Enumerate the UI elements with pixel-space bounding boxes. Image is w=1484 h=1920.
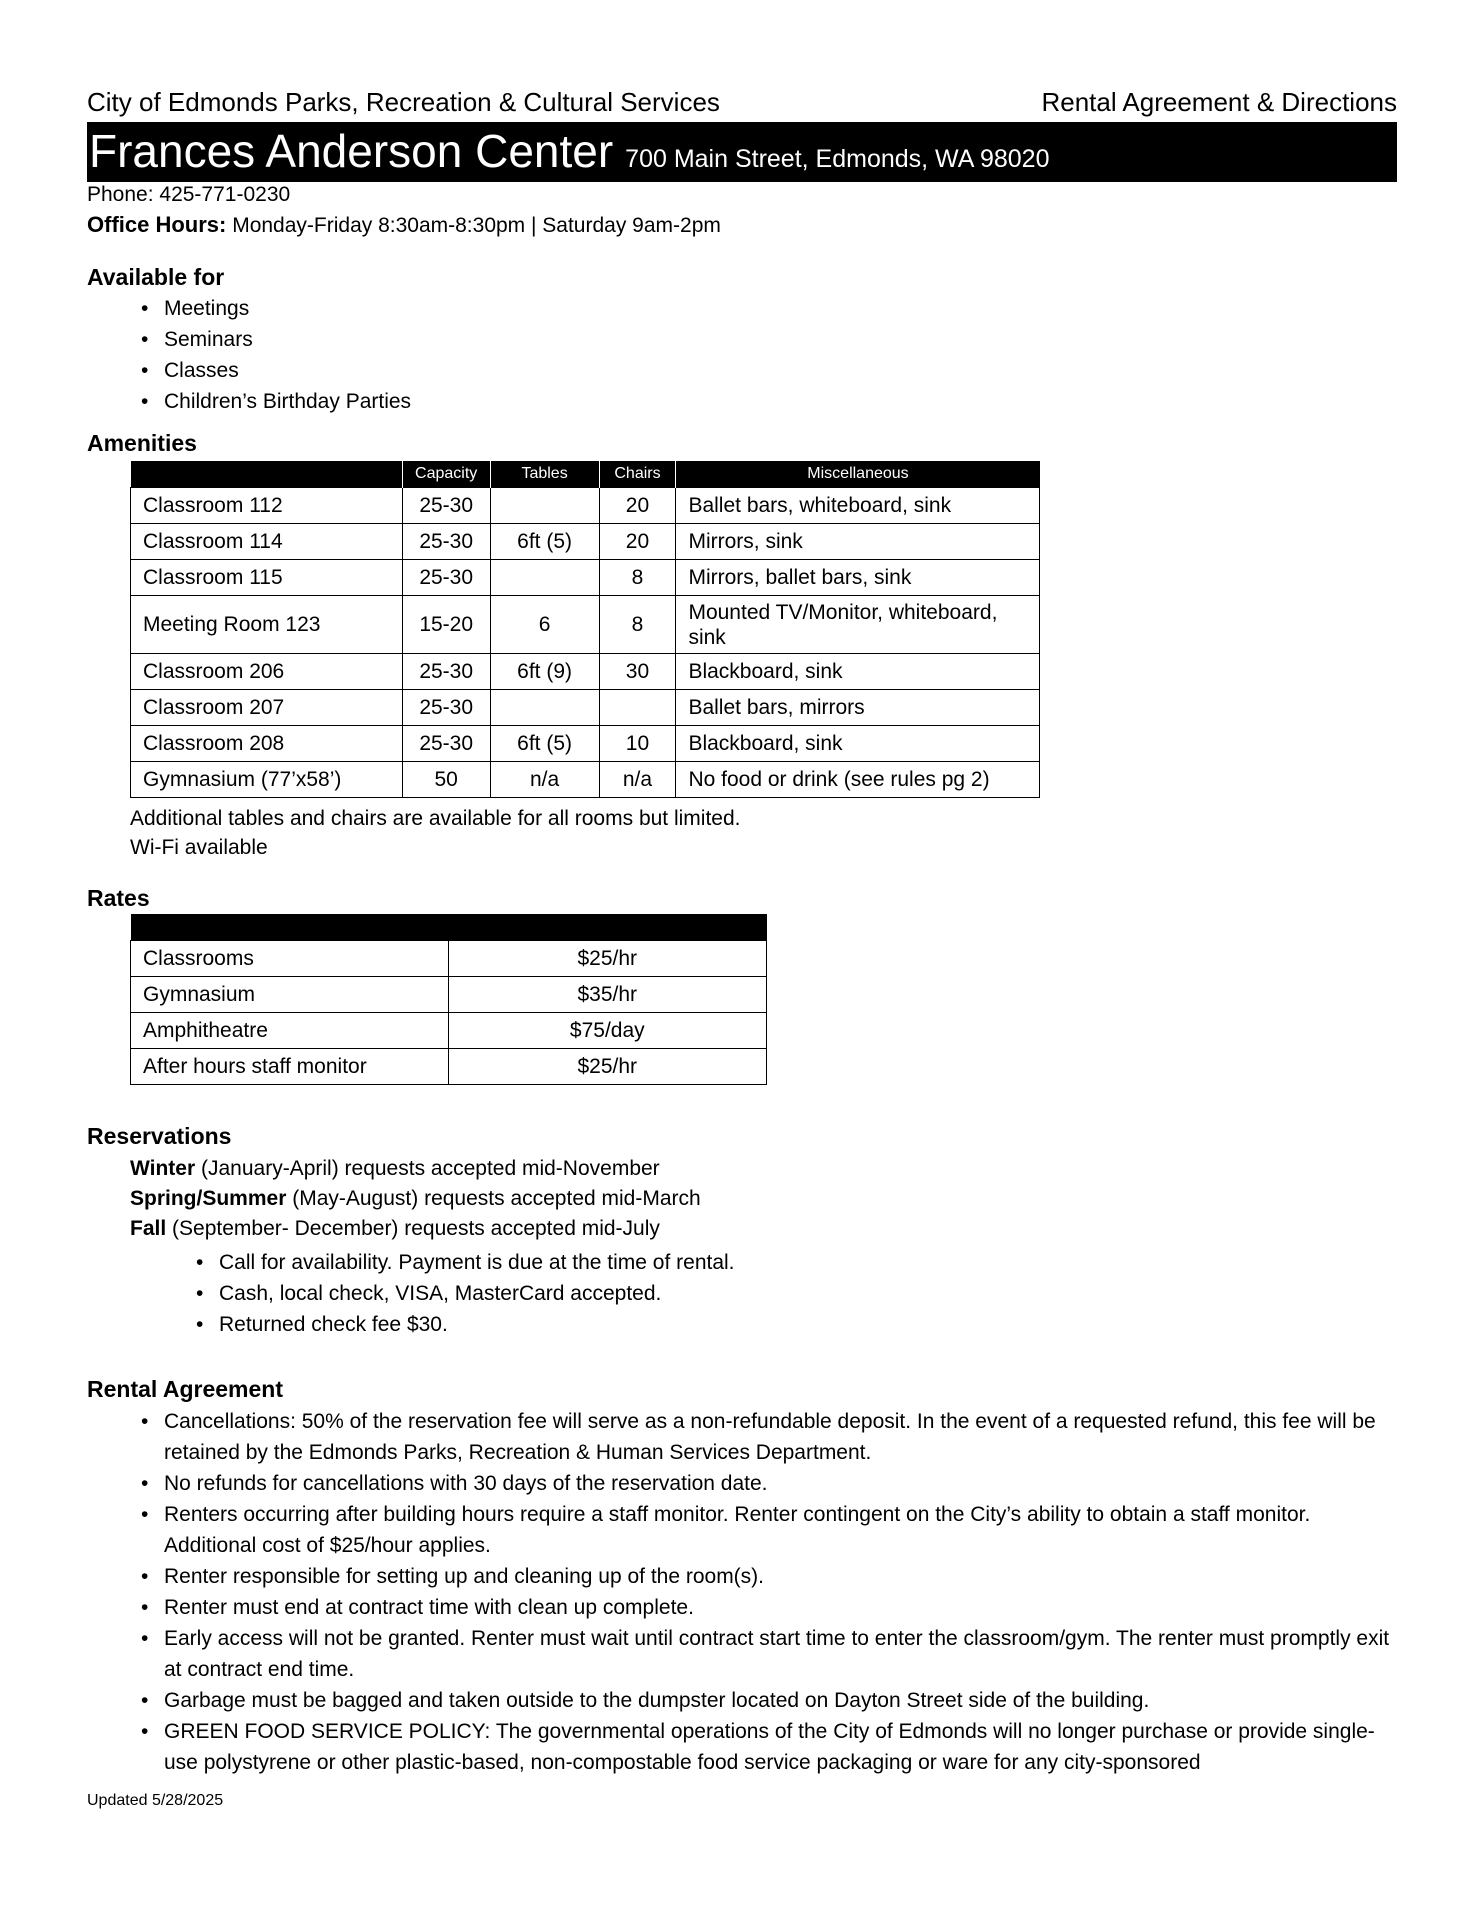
facility-address: 700 Main Street, Edmonds, WA 98020	[625, 145, 1050, 173]
amenities-table	[130, 461, 1040, 798]
season-line	[130, 1214, 701, 1244]
capacity-cell: 25-30	[402, 560, 490, 596]
reservations-heading: Reservations	[87, 1123, 232, 1149]
contact-info	[87, 180, 721, 241]
chairs-cell: 10	[599, 726, 676, 762]
updated-date: Updated 5/28/2025	[87, 1792, 224, 1809]
rate-price-cell: $35/hr	[448, 977, 766, 1013]
list-item: • Early access will not be granted. Renter must wait until contract start time to enter the classroom/gym. The renter must promptly exit at contract end time.	[164, 1623, 1396, 1685]
table-row	[131, 654, 1040, 690]
rate-item-cell: After hours staff monitor	[131, 1049, 449, 1085]
room-cell: Classroom 208	[131, 726, 403, 762]
table-row	[131, 1049, 767, 1085]
list-item: • Garbage must be bagged and taken outside to the dumpster located on Dayton Street side of the building.	[164, 1685, 1396, 1716]
rates-header-bar	[131, 914, 767, 941]
available-heading: Available for	[87, 264, 225, 290]
season-name: Fall	[130, 1217, 167, 1240]
chairs-cell: 30	[599, 654, 676, 690]
office-hours-value: Monday-Friday 8:30am-8:30pm | Saturday 9am-2pm	[232, 214, 721, 237]
tables-cell: 6	[490, 596, 599, 654]
reservation-seasons	[130, 1154, 701, 1244]
tables-cell: 6ft (5)	[490, 726, 599, 762]
table-header-row	[131, 461, 1040, 488]
phone: Phone: 425-771-0230	[87, 183, 291, 206]
misc-cell: Ballet bars, whiteboard, sink	[676, 488, 1040, 524]
list-item: • Classes	[164, 355, 411, 386]
list-item: • GREEN FOOD SERVICE POLICY: The governmental operations of the City of Edmonds will no longer purchase or provide single-use polystyrene or other plastic-based, non-compostable food service packaging or ware for any city-sponsored	[164, 1716, 1396, 1778]
misc-cell: Mirrors, ballet bars, sink	[676, 560, 1040, 596]
tables-cell: n/a	[490, 762, 599, 798]
rates-heading: Rates	[87, 885, 150, 911]
list-item: • Meetings	[164, 293, 411, 324]
office-hours	[87, 210, 721, 241]
list-item: • Cash, local check, VISA, MasterCard accepted.	[219, 1278, 735, 1309]
table-row	[131, 977, 767, 1013]
rental-agreement-list	[164, 1406, 1396, 1778]
capacity-cell: 25-30	[402, 726, 490, 762]
column-header: Capacity	[402, 461, 490, 488]
misc-cell: Blackboard, sink	[676, 654, 1040, 690]
chairs-cell: 20	[599, 488, 676, 524]
column-header: Miscellaneous	[676, 461, 1040, 488]
capacity-cell: 15-20	[402, 596, 490, 654]
list-item: • Renter must end at contract time with clean up complete.	[164, 1592, 1396, 1623]
chairs-cell	[599, 690, 676, 726]
tables-cell	[490, 690, 599, 726]
capacity-cell: 25-30	[402, 488, 490, 524]
chairs-cell: 8	[599, 596, 676, 654]
amenities-notes	[130, 804, 741, 862]
table-header-row	[131, 914, 767, 941]
wifi-note: Wi-Fi available	[130, 836, 268, 859]
list-item: • Renters occurring after building hours require a staff monitor. Renter contingent on the City’s ability to obtain a staff monitor. Additional cost of $25/hour applies.	[164, 1499, 1396, 1561]
chairs-cell: n/a	[599, 762, 676, 798]
column-header: Chairs	[599, 461, 676, 488]
list-item: • Returned check fee $30.	[219, 1309, 735, 1340]
room-cell: Classroom 112	[131, 488, 403, 524]
chairs-cell: 8	[599, 560, 676, 596]
capacity-cell: 25-30	[402, 524, 490, 560]
document-title: Rental Agreement & Directions	[1041, 87, 1397, 117]
amenities-heading: Amenities	[87, 430, 197, 456]
rate-price-cell: $75/day	[448, 1013, 766, 1049]
table-row	[131, 596, 1040, 654]
office-hours-label: Office Hours:	[87, 212, 227, 237]
rental-agreement-heading: Rental Agreement	[87, 1376, 283, 1402]
room-cell: Classroom 114	[131, 524, 403, 560]
list-item: • Renter responsible for setting up and cleaning up of the room(s).	[164, 1561, 1396, 1592]
tables-chairs-note: Additional tables and chairs are available for all rooms but limited.	[130, 807, 741, 830]
rates-table	[130, 914, 767, 1085]
season-name: Winter	[130, 1157, 196, 1180]
chairs-cell: 20	[599, 524, 676, 560]
room-cell: Classroom 207	[131, 690, 403, 726]
tables-cell: 6ft (5)	[490, 524, 599, 560]
department-name: City of Edmonds Parks, Recreation & Cultural Services	[87, 87, 720, 117]
room-cell: Gymnasium (77’x58’)	[131, 762, 403, 798]
season-text: (May-August) requests accepted mid-March	[286, 1187, 701, 1210]
table-row	[131, 726, 1040, 762]
room-cell: Meeting Room 123	[131, 596, 403, 654]
available-list	[164, 293, 411, 417]
tables-cell	[490, 560, 599, 596]
misc-cell: Mounted TV/Monitor, whiteboard, sink	[676, 596, 1040, 654]
season-name: Spring/Summer	[130, 1187, 287, 1210]
column-header: Tables	[490, 461, 599, 488]
facility-title-bar	[87, 122, 1397, 182]
table-row	[131, 690, 1040, 726]
table-row	[131, 762, 1040, 798]
misc-cell: Mirrors, sink	[676, 524, 1040, 560]
list-item: • No refunds for cancellations with 30 days of the reservation date.	[164, 1468, 1396, 1499]
header-line	[87, 86, 1397, 118]
rate-price-cell: $25/hr	[448, 941, 766, 977]
capacity-cell: 50	[402, 762, 490, 798]
rate-price-cell: $25/hr	[448, 1049, 766, 1085]
reservation-list	[219, 1247, 735, 1340]
misc-cell: No food or drink (see rules pg 2)	[676, 762, 1040, 798]
room-cell: Classroom 115	[131, 560, 403, 596]
season-text: (January-April) requests accepted mid-November	[195, 1157, 660, 1180]
table-row	[131, 524, 1040, 560]
season-line	[130, 1154, 701, 1184]
table-row	[131, 488, 1040, 524]
season-text: (September- December) requests accepted mid-July	[166, 1217, 660, 1240]
facility-name: Frances Anderson Center	[89, 125, 614, 177]
table-row	[131, 941, 767, 977]
table-row	[131, 560, 1040, 596]
column-header	[131, 461, 403, 488]
capacity-cell: 25-30	[402, 690, 490, 726]
misc-cell: Blackboard, sink	[676, 726, 1040, 762]
misc-cell: Ballet bars, mirrors	[676, 690, 1040, 726]
capacity-cell: 25-30	[402, 654, 490, 690]
rate-item-cell: Classrooms	[131, 941, 449, 977]
tables-cell	[490, 488, 599, 524]
list-item: • Children’s Birthday Parties	[164, 386, 411, 417]
season-line	[130, 1184, 701, 1214]
list-item: • Call for availability. Payment is due at the time of rental.	[219, 1247, 735, 1278]
rate-item-cell: Amphitheatre	[131, 1013, 449, 1049]
table-row	[131, 1013, 767, 1049]
rate-item-cell: Gymnasium	[131, 977, 449, 1013]
list-item: • Seminars	[164, 324, 411, 355]
tables-cell: 6ft (9)	[490, 654, 599, 690]
list-item: • Cancellations: 50% of the reservation fee will serve as a non-refundable deposit. In the event of a requested refund, this fee will be retained by the Edmonds Parks, Recreation & Human Services Department.	[164, 1406, 1396, 1468]
room-cell: Classroom 206	[131, 654, 403, 690]
